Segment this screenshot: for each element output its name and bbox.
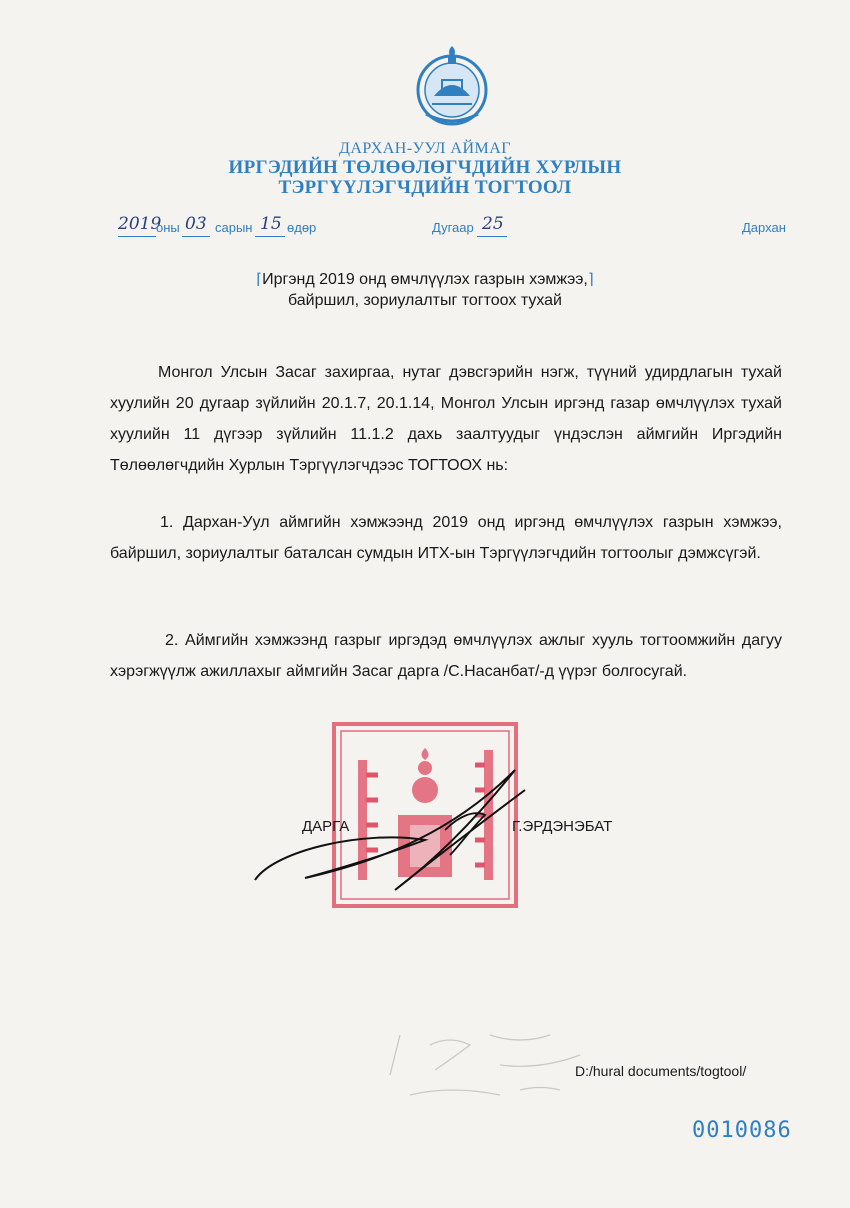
date-month-label: сарын (215, 220, 253, 235)
resolution-item-1: 1. Дархан-Уул аймгийн хэмжээнд 2019 онд иргэнд өмчлүүлэх газрын хэмжээ, байршил, зориулалтыг баталсан сумдын ИТХ-ын Тэргүүлэгчдийн тогтоолыг дэмжсүгэй. (110, 514, 782, 562)
place-name: Дархан (742, 220, 786, 235)
state-emblem-icon (412, 40, 492, 130)
header-council: ИРГЭДИЙН ТӨЛӨӨЛӨГЧДИЙН ХУРЛЫН (228, 157, 622, 178)
date-month: 03 (185, 214, 207, 234)
number-label: Дугаар (432, 220, 474, 235)
file-path: D:/hural documents/togtool/ (575, 1063, 747, 1079)
header-resolution: ТЭРГҮҮЛЭГЧДИЙН ТОГТООЛ (278, 177, 572, 198)
preamble-paragraph: Монгол Улсын Засаг захиргаа, нутаг дэвсгэрийн нэгж, түүний удирдлагын тухай хуулийн 20 дугаар зүйлийн 20.1.7, 20.1.14, Монгол Улсын иргэнд газар өмчлүүлэх тухай хуулийн 11 дүгээр зүйлийн 11.1.2 дахь заалтуудыг үндэслэн аймгийн Иргэдийн Төлөөлөгчдийн Хурлын Тэргүүлэгчдээс ТОГТООХ нь: (110, 364, 782, 474)
date-day-label: өдөр (287, 220, 317, 235)
resolution-item-2: 2. Аймгийн хэмжээнд газрыг иргэдэд өмчлүүлэх ажлыг хууль тогтоомжийн дагуу хэрэгжүүлж ажиллахыг аймгийн Засаг дарга /С.Насанбат/-д үүрэг болгосугай. (110, 632, 782, 680)
date-day: 15 (260, 214, 282, 234)
document-title-line1: ⌈Иргэнд 2019 онд өмчлүүлэх газрын хэмжээ,⌉ (256, 271, 594, 288)
document-title-line2: байршил, зориулалтыг тогтоох тухай (287, 292, 562, 309)
serial-number: 0010086 (692, 1118, 792, 1143)
document-number: 25 (482, 214, 504, 234)
date-year-label: оны (156, 220, 180, 235)
signatory-title: ДАРГА (302, 818, 350, 835)
signatory-name: Г.ЭРДЭНЭБАТ (512, 818, 613, 835)
header-region: ДАРХАН-УУЛ АЙМАГ (338, 140, 512, 157)
date-year: 2019 (118, 214, 162, 234)
handwritten-signature (245, 760, 575, 900)
